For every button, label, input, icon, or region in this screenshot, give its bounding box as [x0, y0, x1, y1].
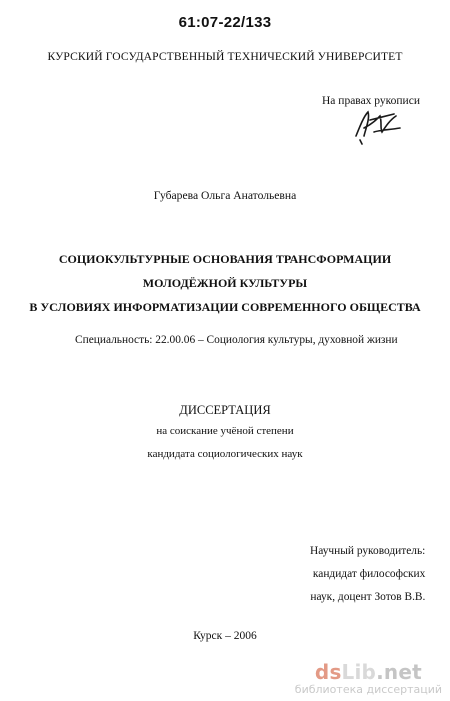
supervisor-line-1: Научный руководитель: [310, 545, 426, 557]
logo-net: .net [376, 660, 422, 684]
logo-ds: ds [314, 660, 342, 684]
manuscript-rights-note: На правах рукописи [322, 95, 420, 107]
title-line-2: МОЛОДЁЖНОЙ КУЛЬТУРЫ [142, 276, 308, 290]
dslib-watermark[interactable] [295, 661, 442, 697]
degree-line-2: кандидата социологических наук [147, 448, 303, 460]
handwritten-signature [350, 106, 406, 146]
dslib-logo [295, 661, 442, 683]
catalog-code: 61:07-22/133 [178, 14, 272, 31]
dissertation-label: ДИССЕРТАЦИЯ [179, 403, 271, 417]
supervisor-block [310, 540, 425, 609]
city-year: Курск – 2006 [193, 630, 257, 642]
degree-line-1: на соискание учёной степени [156, 425, 294, 437]
title-line-3: В УСЛОВИЯХ ИНФОРМАТИЗАЦИИ СОВРЕМЕННОГО ОБЩЕСТВА [29, 300, 421, 314]
supervisor-line-3: наук, доцент Зотов В.В. [310, 591, 426, 603]
dissertation-title [0, 247, 450, 319]
author-name: Губарева Ольга Анатольевна [153, 189, 297, 202]
dissertation-type [0, 400, 450, 466]
logo-lib: Lib [341, 660, 377, 684]
watermark-subtitle: библиотека диссертаций [294, 683, 442, 696]
specialty: Специальность: 22.00.06 – Социология культуры, духовной жизни [75, 334, 398, 346]
university-name: КУРСКИЙ ГОСУДАРСТВЕННЫЙ ТЕХНИЧЕСКИЙ УНИВЕРСИТЕТ [47, 50, 403, 63]
title-line-1: СОЦИОКУЛЬТУРНЫЕ ОСНОВАНИЯ ТРАНСФОРМАЦИИ [58, 252, 392, 266]
supervisor-line-2: кандидат философских [312, 568, 426, 580]
